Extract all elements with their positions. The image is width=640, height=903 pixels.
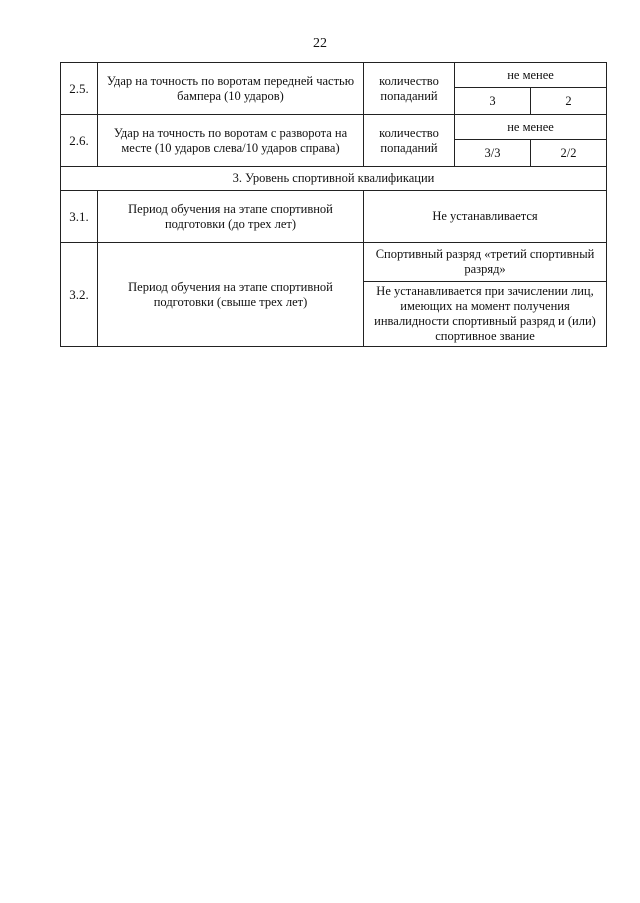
indicator-unit: количество попаданий bbox=[364, 115, 455, 167]
qualification-period: Период обучения на этапе спортивной подготовки (свыше трех лет) bbox=[98, 243, 364, 347]
norm-value: 3 bbox=[455, 88, 531, 115]
row-number: 2.5. bbox=[61, 63, 98, 115]
row-number: 2.6. bbox=[61, 115, 98, 167]
norms-table bbox=[60, 62, 607, 347]
norm-value: 2/2 bbox=[531, 140, 607, 167]
norm-value: 2 bbox=[531, 88, 607, 115]
table-row-2-6 bbox=[61, 115, 607, 140]
row-number: 3.2. bbox=[61, 243, 98, 347]
indicator-unit: количество попаданий bbox=[364, 63, 455, 115]
section-header-row bbox=[61, 167, 607, 191]
qualification-period: Период обучения на этапе спортивной подготовки (до трех лет) bbox=[98, 191, 364, 243]
qualification-requirement: Спортивный разряд «третий спортивный разряд» bbox=[364, 243, 607, 282]
page-number: 22 bbox=[313, 36, 327, 51]
table-row-2-5 bbox=[61, 63, 607, 88]
exercise-name: Удар на точность по воротам передней частью бампера (10 ударов) bbox=[98, 63, 364, 115]
qualification-exception: Не устанавливается при зачислении лиц, имеющих на момент получения инвалидности спортивный разряд и (или) спортивное звание bbox=[364, 282, 607, 347]
table-row-3-1 bbox=[61, 191, 607, 243]
exercise-name: Удар на точность по воротам с разворота на месте (10 ударов слева/10 ударов справа) bbox=[98, 115, 364, 167]
row-number: 3.1. bbox=[61, 191, 98, 243]
qualification-requirement: Не устанавливается bbox=[364, 191, 607, 243]
norm-header: не менее bbox=[455, 115, 607, 140]
norm-value: 3/3 bbox=[455, 140, 531, 167]
table-row-3-2 bbox=[61, 243, 607, 282]
norm-header: не менее bbox=[455, 63, 607, 88]
section-title: 3. Уровень спортивной квалификации bbox=[61, 167, 607, 191]
